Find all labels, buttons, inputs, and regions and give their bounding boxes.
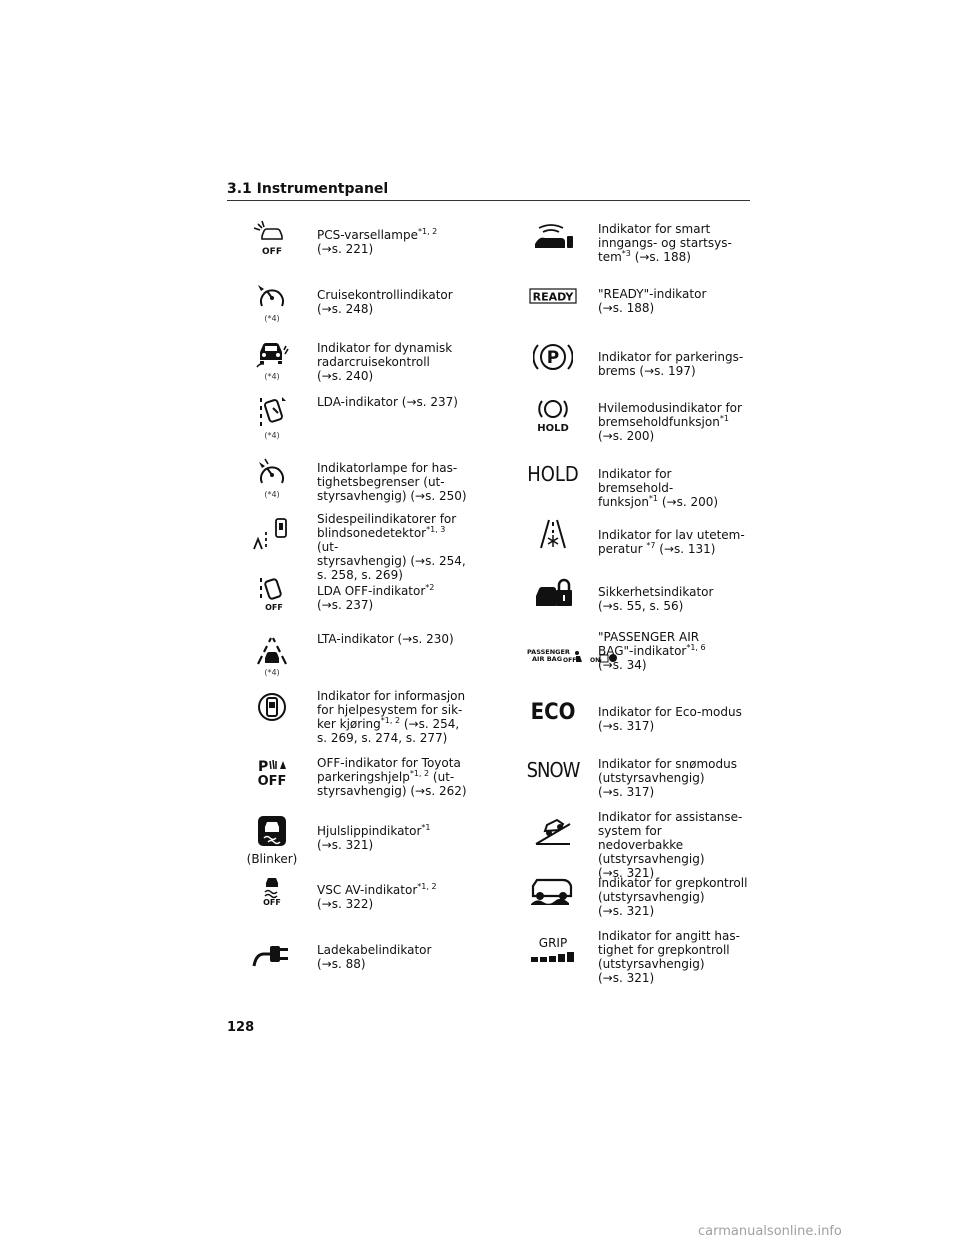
hold-small-label: HOLD [537,423,569,434]
desc-ref: (ut- styrsavhengig) (→s. 254, s. 258, s. 269) [317,540,466,582]
row-low-temp [508,518,748,556]
desc-text: Sidespeilindikatorer for blindsonedetektor [317,512,457,540]
desc-ref: (→s. 254, s. 269, s. 274, s. 277) [317,717,460,745]
row-grip-speed [508,929,748,985]
icon-cell [227,458,317,500]
page-number: 128 [227,1020,255,1035]
blink-note: (Blinker) [246,852,298,866]
row-cruise [227,282,467,324]
icon-cell [227,340,317,382]
desc-text: LDA OFF-indikator [317,584,426,598]
security-lock-icon [533,578,573,608]
row-charge-cable [227,938,467,971]
description: Indikator for grepkontroll (utstyrsavhengig) (→s. 321) [598,876,748,918]
row-dynamic-cruise [227,340,467,383]
description: LTA-indikator (→s. 230) [317,632,454,646]
desc-ref: (→s. 321) [317,838,374,852]
footnote-ref: *2 [425,583,435,592]
cruise-control-icon [256,282,288,312]
row-lda [227,395,467,441]
eco-icon: ECO [530,700,576,725]
desc-text: VSC AV-indikator [317,883,418,897]
row-pcs [227,220,467,256]
desc-ref: (→s. 200) [598,429,655,443]
desc-ref: (→s. 34) [598,658,647,672]
smart-entry-icon [531,222,575,250]
description [317,883,467,911]
section-header [227,178,750,201]
description: Indikator for dynamisk radarcruisekontroll (→s. 240) [317,341,453,383]
row-parking-off [227,757,467,798]
low-temperature-icon [535,518,571,550]
desc-ref: (→s. 131) [655,542,716,556]
lda-off-label: OFF [265,603,283,612]
lta-icon [252,634,292,666]
desc-ref: (→s. 237) [317,598,374,612]
ready-icon [529,288,577,304]
icon-cell [227,395,317,441]
icon-cell [508,222,598,250]
icon-cell [227,814,317,866]
desc-text: Indikator for bremsehold- funksjon [598,467,674,509]
description [317,512,467,582]
description [317,824,467,852]
grip-label: GRIP [538,936,568,950]
passenger-label: PASSENGER [527,648,570,656]
snow-icon: SNOW [526,758,580,782]
icon-cell [227,690,317,724]
note-label: (*4) [264,490,280,499]
desc-ref: (→s. 221) [317,242,374,256]
description [598,528,748,556]
desc-text: Hjulslippindikator [317,824,422,838]
icon-cell [508,810,598,848]
icon-cell [508,758,598,782]
footnote-ref: *1, 6 [686,643,706,652]
parking-assist-off-icon [254,757,290,787]
icon-cell [227,282,317,324]
watermark: carmanualsonline.info [698,1224,842,1239]
footnote-ref: *1, 3 [426,525,446,534]
ready-label: READY [532,290,574,304]
pcs-warning-icon [252,220,292,256]
radar-cruise-icon [254,340,290,370]
speed-limiter-icon [256,458,288,488]
description [317,756,467,798]
lda-icon [256,395,288,429]
icon-cell [508,518,598,550]
airbag-label: AIR BAG [532,655,563,663]
description: Indikatorlampe for has- tighetsbegrenser (ut- styrsavhengig) (→s. 250) [317,461,467,503]
icon-cell [508,288,598,304]
row-slip [227,814,467,866]
description [598,222,748,264]
desc-text: OFF-indikator for Toyota parkeringshjelp [317,756,461,784]
icon-cell [508,396,598,434]
row-ready [508,288,748,315]
icon-cell [508,700,598,726]
icon-cell [508,338,598,376]
icon-cell [227,938,317,968]
icon-cell [227,873,317,907]
icon-cell [227,220,317,256]
charge-cable-icon [250,938,294,968]
desc-ref: (→s. 322) [317,897,374,911]
description: LDA-indikator (→s. 237) [317,395,458,409]
row-parking-brake [508,338,748,378]
description: Cruisekontrollindikator (→s. 248) [317,288,453,316]
row-brake-hold [508,463,748,509]
note-label: (*4) [264,668,280,677]
icon-cell [508,929,598,963]
desc-ref: (→s. 200) [658,495,719,509]
lda-off-icon [256,576,288,612]
note-label: (*4) [264,372,280,381]
pcs-off-label: OFF [262,247,282,256]
parking-off-label: OFF [257,774,287,787]
brake-hold-standby-icon [533,396,573,434]
desc-text: PCS-varsellampe [317,228,418,242]
description: Ladekabelindikator (→s. 88) [317,943,432,971]
row-snow [508,758,748,799]
row-bsm [227,513,467,582]
footnote-ref: *7 [646,541,656,550]
desc-text: Hvilemodusindikator for bremseholdfunksjon [598,401,742,429]
description [317,228,467,256]
footnote-ref: *1, 2 [417,227,438,236]
note-label: (*4) [264,314,280,323]
description: Indikator for parkerings- brems (→s. 197) [598,350,744,378]
icon-cell [508,463,598,485]
description: Indikator for snømodus (utstyrsavhengig) (→s. 317) [598,757,738,799]
description: "READY"-indikator (→s. 188) [598,287,707,315]
description [598,467,748,509]
downhill-assist-icon [533,816,573,848]
note-label: (*4) [264,431,280,440]
description [598,630,748,672]
driving-assist-info-icon [257,690,287,724]
icon-cell [508,876,598,906]
vsc-off-icon [257,873,287,907]
row-assist-info [227,690,467,745]
icon-cell [227,513,317,551]
footnote-ref: *1 [719,414,729,423]
row-smart-entry [508,222,748,264]
footnote-ref: *1, 2 [380,716,401,725]
footnote-ref: *1, 2 [409,769,430,778]
icon-cell [227,634,317,678]
row-passenger-airbag [508,630,748,680]
row-lda-off [227,576,467,612]
description: Indikator for assistanse- system for nedoverbakke (utstyrsavhengig) (→s. 321) [598,810,743,880]
row-vsc-off [227,873,467,911]
vsc-off-label: OFF [263,898,281,907]
blind-spot-monitor-icon [252,513,292,551]
hold-icon: HOLD [527,462,579,486]
footnote-ref: *1 [421,823,431,832]
desc-ref: (ut- styrsavhengig) (→s. 262) [317,770,467,798]
description [317,689,467,745]
row-brake-hold-standby [508,396,748,443]
desc-ref: (→s. 188) [630,250,691,264]
row-security [508,578,748,613]
slip-indicator-icon [256,814,288,848]
section-title: 3.1 Instrumentpanel [227,181,389,197]
row-speed-limiter [227,458,467,503]
description: Indikator for angitt has- tighet for grepkontroll (utstyrsavhengig) (→s. 321) [598,929,740,985]
desc-text: Indikator for informasjon for hjelpesystem for sik- ker kjøring [317,689,466,731]
description: Indikator for Eco-modus (→s. 317) [598,705,742,733]
grip-speed-bars-icon [530,951,576,963]
desc-text: "PASSENGER AIR BAG"-indikator [598,630,700,658]
row-downhill [508,810,748,880]
footnote-ref: *3 [621,249,631,258]
row-eco [508,700,748,733]
icon-cell [227,757,317,787]
parking-brake-p: P [546,348,560,368]
airbag-on-label: ON [590,657,601,664]
description [317,584,467,612]
footnote-ref: *1 [648,494,659,503]
desc-text: Indikator for smart inngangs- og startsys- tem [598,222,732,264]
desc-text: Indikator for lav utetem- peratur [598,528,745,556]
footnote-ref: *1, 2 [417,882,437,891]
icon-cell [508,578,598,608]
description [598,401,748,443]
grip-control-icon [529,876,577,906]
row-lta [227,634,467,678]
parking-brake-icon [533,338,573,376]
airbag-off-label: OFF [563,657,577,664]
description: Sikkerhetsindikator (→s. 55, s. 56) [598,585,714,613]
icon-cell [227,576,317,612]
row-grip-control [508,876,748,918]
parking-p-label: P [258,759,269,775]
